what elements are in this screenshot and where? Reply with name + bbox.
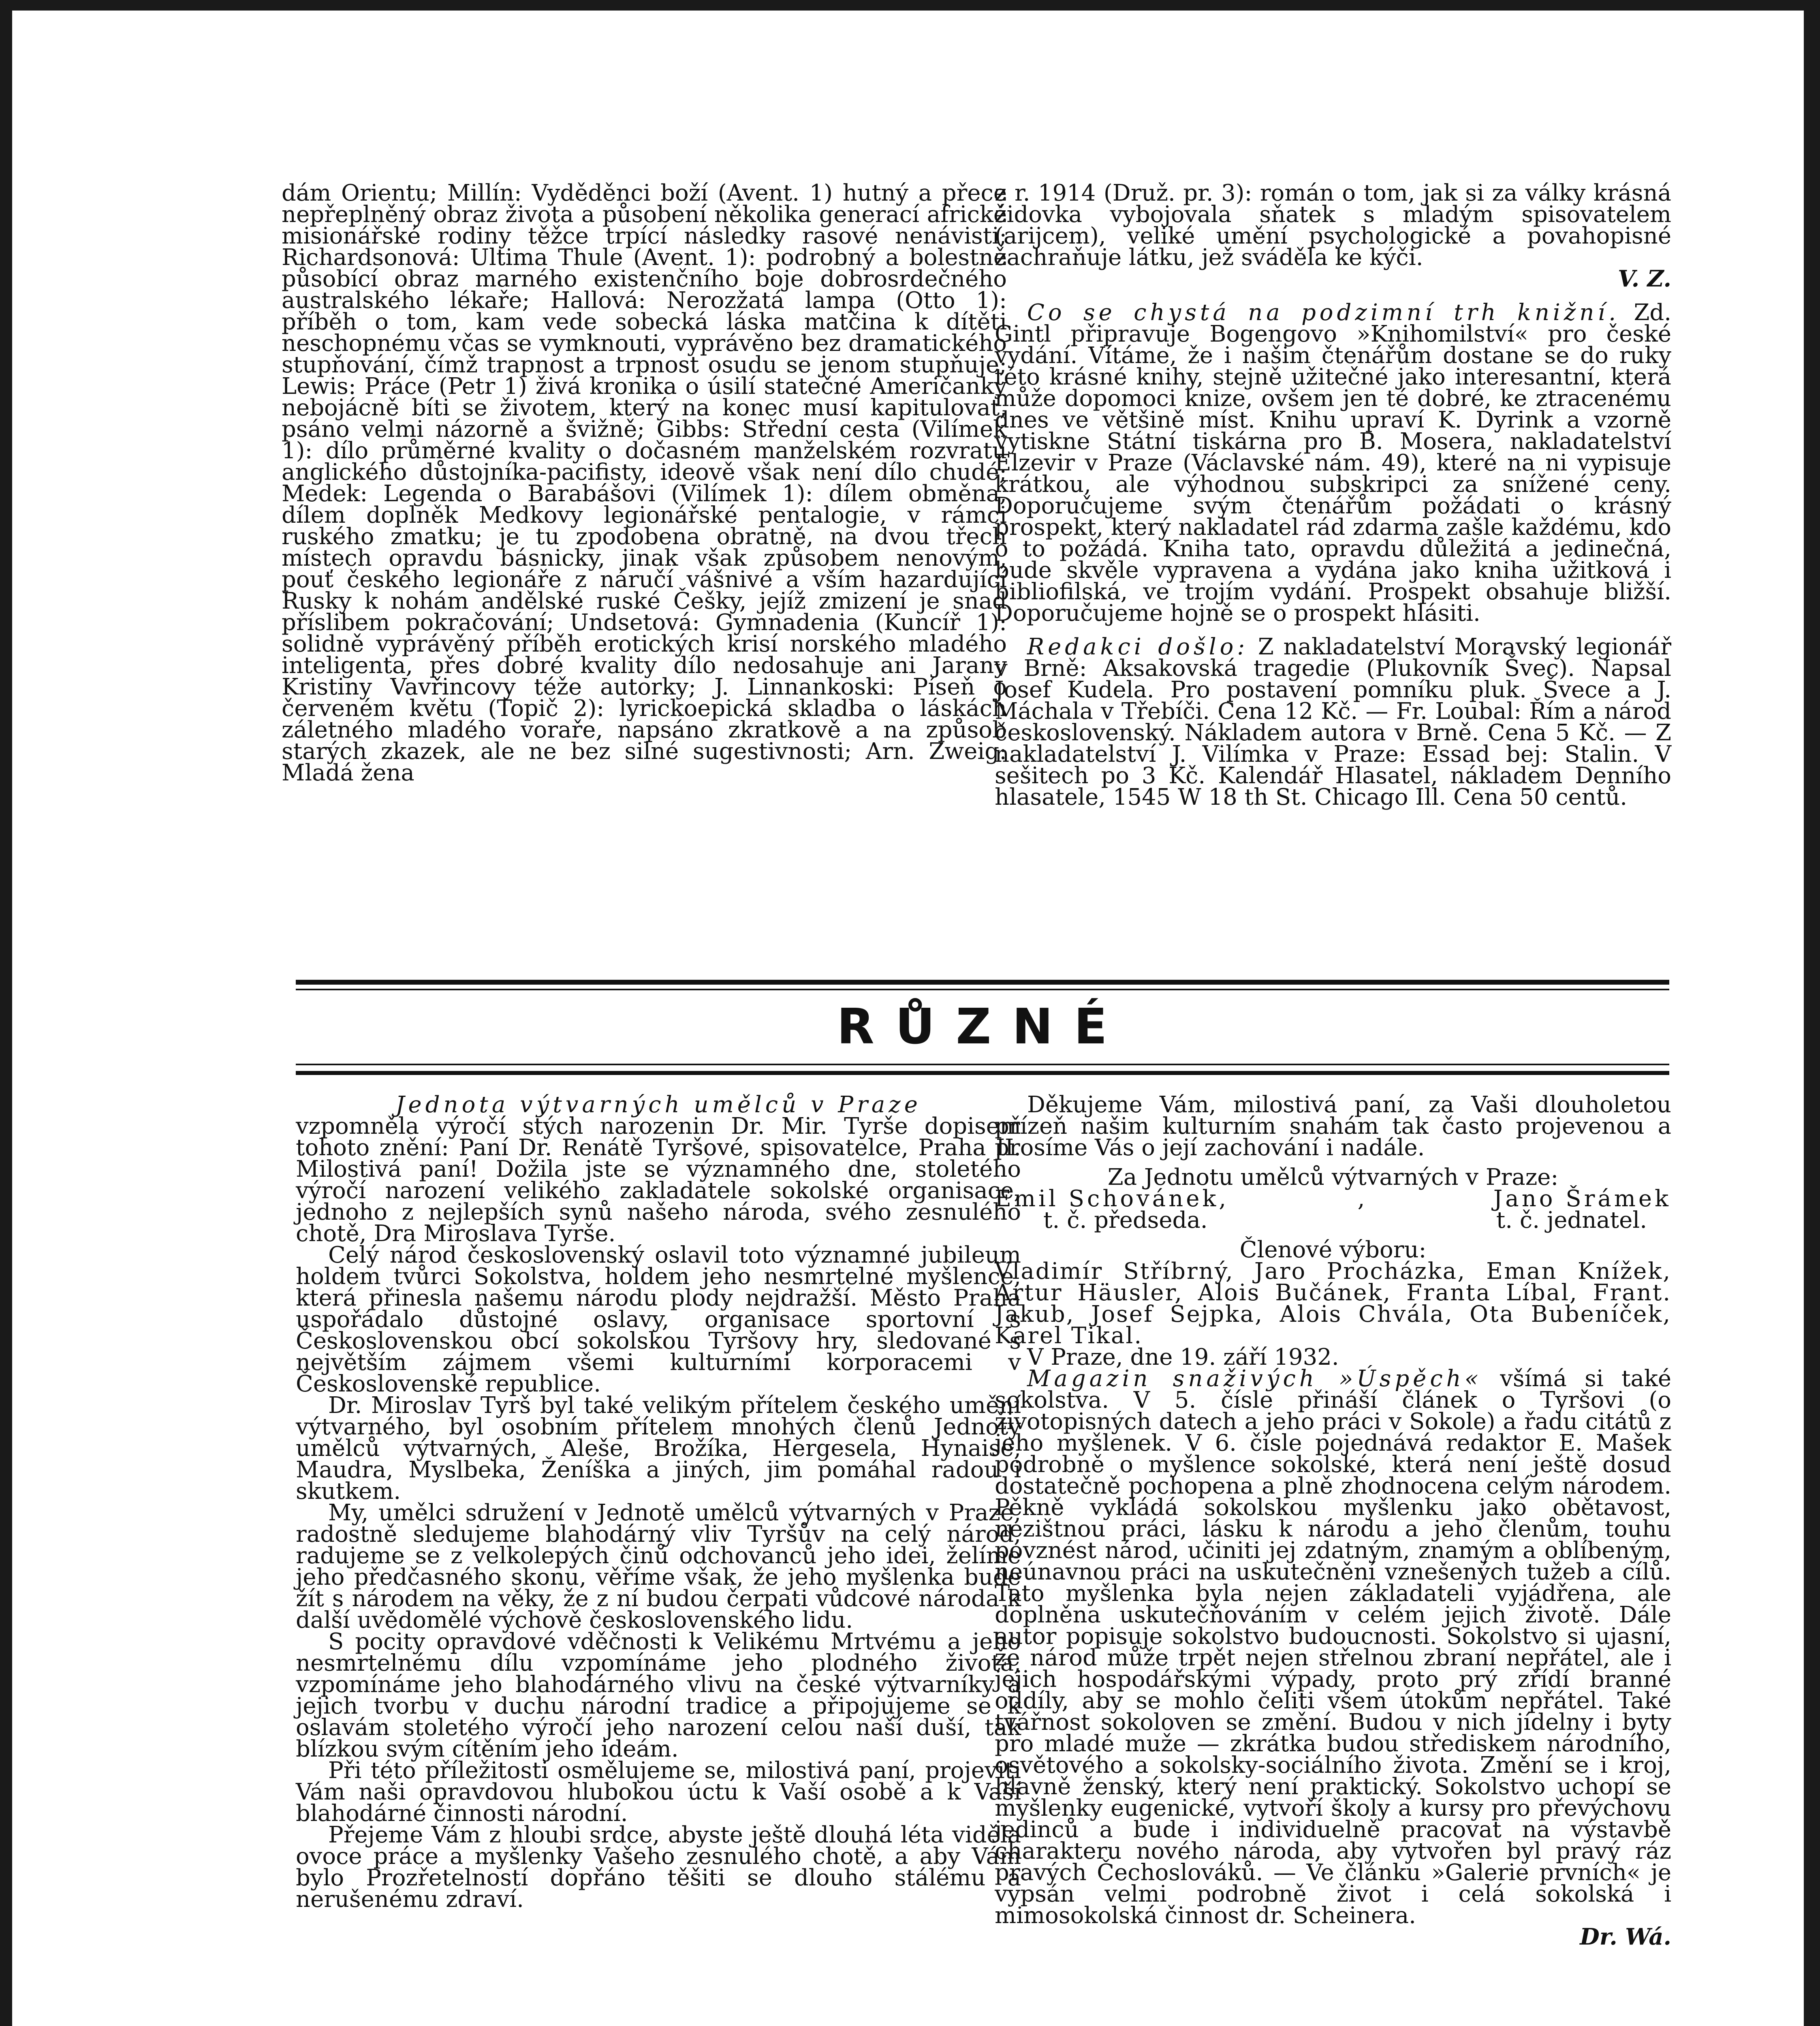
- review-continuation: z r. 1914 (Druž. pr. 3): román o tom, jak si za války krásná židovka vybojovala sňatek s mladým spisovatelem (arijcem), veliké umění psychologické a povahopisné zachraňuje látku, jež sváděla ke kýči.: [995, 180, 1671, 271]
- union-letter-closing: Děkujeme Vám, milostivá paní, za Vaši dlouholetou přízeň našim kulturním snahám tak často projevenou a prosíme Vás o její zachování i nadále.: [995, 1092, 1671, 1161]
- union-letter-p6: Při této příležitosti osmělujeme se, milostivá paní, projeviti Vám naši opravdovou hlubokou úctu k Vaší osobě a k Vaší blahodárné činnosti národní.: [296, 1757, 1021, 1827]
- review-signature: V. Z.: [1617, 265, 1671, 292]
- committee-label: Členové výboru:: [1239, 1237, 1427, 1263]
- signature-roles-row: [995, 1207, 1671, 1233]
- bottom-right-column: [995, 1094, 1671, 1948]
- review-list-paragraph: dám Orientu; Millín: Vyděděnci boží (Avent. 1) hutný a přece nepřeplněný obraz života a působení několika generací africké misionářské rodiny těžce trpící následky rasové nenávisti; Richardsonová: Ultima Thule (Avent. 1): podrobný a bolestně působící obraz marného existenčního boje dobrosrdečného australského lékaře; Hallová: Nerozžatá lampa (Otto 1): příběh o tom, kam vede sobecká láska matčina k dítěti neschopnému včas se vymknouti, vyprávěno bez dramatického stupňování, čímž trapnost a trpnost osudu se jenom stupňuje; Lewis: Práce (Petr 1) živá kronika o úsilí statečné Američanky nebojácně bíti se životem, který na konec musí kapitulovat, psáno velmi názorně a švižně; Gibbs: Střední cesta (Vilímek 1): dílo průměrné kvality o dočasném manželském rozvratu anglického důstojníka-pacifisty, ideově však není dílo chudé; Medek: Legenda o Barabášovi (Vilímek 1): dílem obměna, dílem doplněk Medkovy legionářské pentalogie, v rámci ruského zmatku; je tu zpodobena obratně, na dvou třech místech opravdu básnicky, jinak však způsobem nenovým, pouť českého legionáře z náručí vášnivé a vším hazardující Rusky k nohám andělské ruské Češky, jejíž zmizení je snad příslibem pokračování; Undsetová: Gymnadenia (Kuncíř 1): solidně vyprávěný příběh erotických krisí norského mladého inteligenta, přes dobré kvality dílo nedosahuje ani Jarany Kristiny Vavřincovy téže autorky; J. Linnankoski: Píseň o červeném květu (Topič 2): lyrickoepická skladba o láskách záletného mladého voraře, napsáno zkratkově a na způsob starých zkazek, ale ne bez silné sugestivnosti; Arn. Zweig: Mladá žena: [282, 180, 1007, 786]
- union-letter-p4: My, umělci sdružení v Jednotě umělců výtvarných v Praze, radostně sledujeme blahodárný vliv Tyršův na celý národ, radujeme se z velkolepých činů odchovanců jeho idei, želíme jeho předčasného skonu, věříme však, že jeho myšlenka bude žít s národem na věky, že z ní budou čerpati vůdcové národa k další uvědomělé výchově československého lidu.: [296, 1500, 1021, 1633]
- secretary-role: t. č. jednatel.: [1496, 1207, 1647, 1233]
- section-rule-top-thick: [296, 980, 1669, 985]
- top-left-column: [282, 182, 1007, 784]
- chairman-role: t. č. předseda.: [1043, 1207, 1208, 1233]
- magazine-paragraph: [995, 1366, 1671, 1929]
- secretary-name: Jano Šrámek: [1493, 1186, 1671, 1212]
- union-letter-p1: vzpomněla výročí stých narozenin Dr. Mir. Tyrše dopisem tohoto znění: Paní Dr. Renátě Tyršové, spisovatelce, Praha II. Milostivá paní! Dožila jste se významného dne, stoletého výročí narození velikého zakladatele sokolské organisace, jednoho z nejlepších synů našeho národa, svého zesnulého chotě, Dra Miroslava Tyrše.: [296, 1113, 1021, 1247]
- union-letter-p2: Celý národ československý oslavil toto významné jubileum holdem tvůrci Sokolstva, holdem jeho nesmrtelné myšlence, která přinesla našemu národu plody nejdražší. Město Praha uspořádalo důstojné oslavy, organisace sportovní s Československou obcí sokolskou Tyršovy hry, sledované s největším zájmem všemi kulturními korporacemi v Československé republice.: [296, 1242, 1021, 1397]
- chairman-name: Emil Schovánek,: [995, 1186, 1229, 1212]
- signature-names-row: [995, 1188, 1671, 1210]
- received-text: Z nakladatelství Moravský legionář v Brně: Aksakovská tragedie (Plukovník Švec). Napsal Josef Kudela. Pro postavení pomníku pluk. Švece a J. Máchala v Třebíči. Cena 12 Kč. — Fr. Loubal: Řím a národ československý. Nákladem autora v Brně. Cena 5 Kč. — Z nakladatelství J. Vilímka v Praze: Essad bej: Stalin. V sešitech po 3 Kč. Kalendář Hlasatel, nákladem Denního hlasatele, 1545 W 18 th St. Chicago Ill. Cena 50 centů.: [995, 634, 1671, 810]
- received-paragraph: [995, 636, 1671, 808]
- union-letter-p5: S pocity opravdové vděčnosti k Velikému Mrtvému a jeho nesmrtelnému dílu vzpomínáme jeho plodného života, vzpomínáme jeho blahodárného vlivu na české výtvarníky a jejich tvorbu v duchu národní tradice a připojujeme se k oslavám stoletého výročí jeho narození celou naší duší, tak blízkou svým cítěním jeho ideám.: [296, 1628, 1021, 1762]
- committee-members: Vladimír Stříbrný, Jaro Procházka, Eman Knížek, Artur Häusler, Alois Bučánek, Franta Líbal, Frant. Jakub, Josef Sejpka, Alois Chvála, Ota Bubeníček, Karel Tikal.: [995, 1258, 1671, 1349]
- union-heading: Jednota výtvarných umělců v Praze: [395, 1092, 921, 1118]
- top-right-column: [995, 182, 1671, 808]
- section-title: RŮZNÉ: [837, 999, 1128, 1055]
- union-letter-p3: Dr. Miroslav Tyrš byl také velikým přítelem českého umění výtvarného, byl osobním přítelem mnohých členů Jednoty umělců výtvarných, Aleše, Brožíka, Hergesela, Hynaise, Maudra, Myslbeka, Ženíška a jiných, jim pomáhal radou i skutkem.: [296, 1392, 1021, 1505]
- scan-edge-top: [0, 0, 1820, 11]
- magazine-text: všímá si také sokolstva. V 5. čísle přináší článek o Tyršovi (o životopisných datech a jeho práci v Sokole) a řadu citátů z jeho myšlenek. V 6. čísle pojednává redaktor E. Mašek podrobně o myšlence sokolské, která není ještě dosud dostatečně pochopena a plně zhodnocena celým národem. Pěkně vykládá sokolskou myšlenku jako obětavost, nezištnou práci, lásku k národu a jeho členům, touhu povznést národ, učiniti jej zdatným, znamým a oblíbeným, neúnavnou práci na uskutečnění vznešených tužeb a cílů. Tato myšlenka byla nejen základateli vyjádřena, ale doplněna uskutečňováním v celém jejich životě. Dále autor popisuje sokolstvo budoucnosti. Sokolstvo si ujasní, že národ může trpět nejen střelnou zbraní nepřátel, ale i jejich hospodářskými výpady, proto prý zřídí branné oddíly, aby se mohlo čeliti všem útokům nepřátel. Také tvářnost sokoloven se změní. Budou v nich jídelny i byty pro mladé muže — zkrátka budou střediskem národního, osvětového a sokolsky-sociálního života. Změní se i kroj, hlavně ženský, který není praktický. Sokolstvo uchopí se myšlenky eugenické, vytvoří školy a kursy pro převýchovu jedinců a bude i individuelně pracovat na výstavbě charakteru nového národa, aby vytvořen byl pravý ráz pravých Čechoslováků. — Ve článku »Galerie prvních« je vypsán velmi podrobně život i celá sokolská i mimosokolská činnost dr. Scheinera.: [995, 1366, 1671, 1929]
- section-rule-bottom-thin: [296, 1064, 1669, 1065]
- bottom-left-column: [296, 1092, 1021, 1913]
- signature-separator: ,: [1357, 1186, 1365, 1212]
- scan-edge-right: [1804, 0, 1820, 2026]
- received-heading: Redakci došlo:: [1027, 634, 1249, 660]
- union-letter-p7: Přejeme Vám z hloubi srdce, abyste ještě dlouhá léta viděla ovoce práce a myšlenky Vašeho zesnulého chotě, a aby Vám bylo Prozřetelností dopřáno těšiti se dlouho stálému a nerušenému zdraví.: [296, 1822, 1021, 1913]
- scan-edge-left: [0, 0, 12, 2026]
- magazine-signature: Dr. Wá.: [1580, 1923, 1671, 1950]
- autumn-market-heading: Co se chystá na podzimní trh knižní.: [1027, 299, 1620, 326]
- section-rule-top-thin: [296, 989, 1669, 990]
- for-union-line: Za Jednotu umělců výtvarných v Praze:: [1107, 1164, 1559, 1190]
- autumn-market-text: Zd. Gintl připravuje Bogengovo »Knihomilství« pro české vydání. Vítáme, že i našim čtenářům dostane se do ruky této krásné knihy, stejně užitečné jako interesantní, která může dopomoci knize, ovšem jen té dobré, ke ztracenému dnes ve většině míst. Knihu upraví K. Dyrink a vzorně vytiskne Státní tiskárna pro B. Mosera, nakladatelství Elzevir v Praze (Václavské nám. 49), které na ni vypisuje krátkou, ale výhodnou subskripci za snížené ceny. Doporučujeme svým čtenářům požádati o krásný prospekt, který nakladatel rád zdarma zašle každému, kdo o to požádá. Kniha tato, opravdu důležitá a jedinečná, bude skvěle vypravena a vydána jako kniha užitková i bibliofilská, ve trojím vydání. Prospekt obsahuje bližší. Doporučujeme hojně se o prospekt hlásiti.: [995, 299, 1671, 626]
- letter-date: V Praze, dne 19. září 1932.: [1027, 1344, 1339, 1370]
- magazine-heading: Magazin snaživých »Úspěch«: [1027, 1366, 1482, 1392]
- section-rule-bottom-thick: [296, 1071, 1669, 1075]
- autumn-market-paragraph: [995, 299, 1671, 626]
